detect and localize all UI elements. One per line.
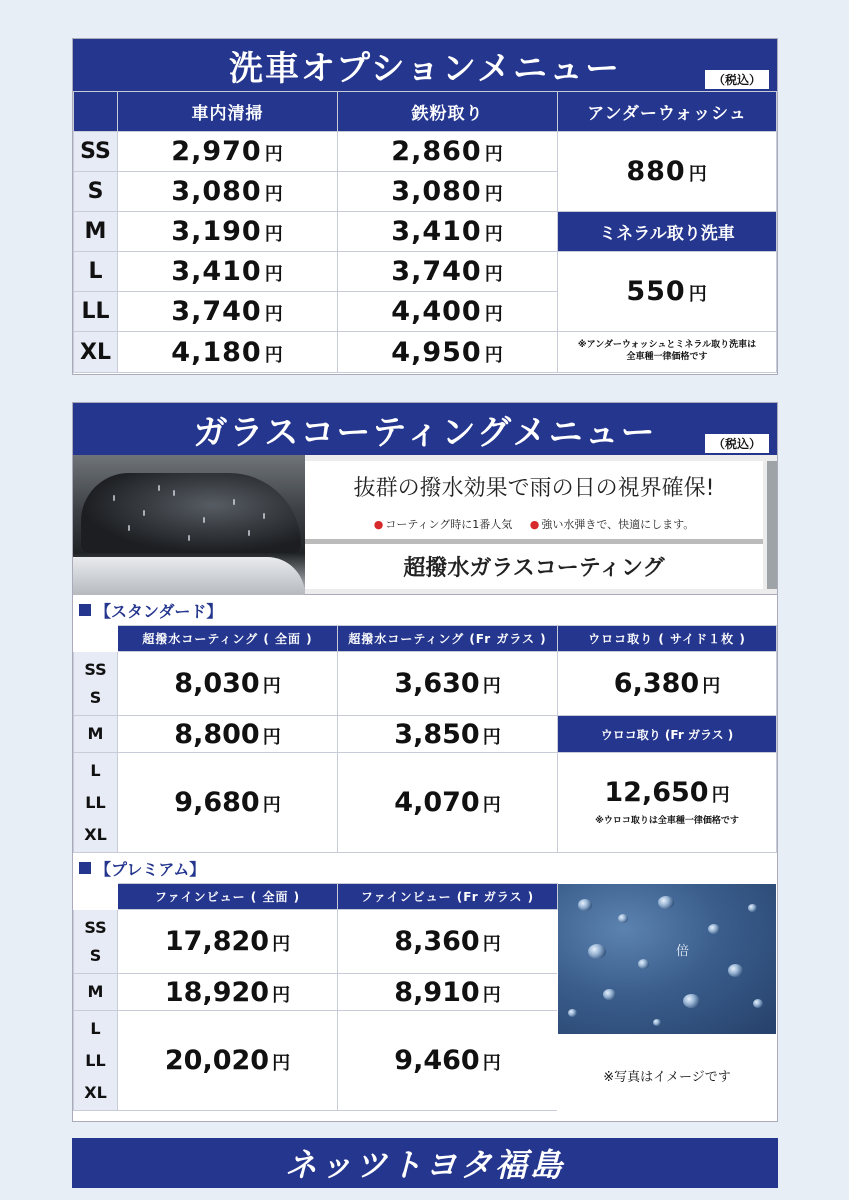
glass-title-bar [73,403,777,455]
banner-points: ● コーティング時に1番人気 ● 強い水弾きで、快適にします。 [373,518,695,531]
water-drops-image [558,884,776,1034]
size-label: SS S [74,652,118,716]
uroko-note: ※ウロコ取りは全車種一律価格です [595,816,739,827]
price-cell: 18,920 円 [118,974,338,1011]
price-cell: 3,630 円 [338,652,558,716]
under-wash-price: 880 円 [558,132,777,212]
price-cell: 9,460 円 [338,1011,558,1111]
price-cell: 3,740 円 [118,292,338,332]
wash-title: 洗車オプションメニュー [229,48,621,89]
standard-price-table [73,625,777,853]
standard-section-label: 【スタンダード】 [73,595,777,625]
banner-text-area [305,455,777,594]
uroko-side-price: 6,380 円 [558,652,777,716]
price-cell: 4,180 円 [118,332,338,373]
uroko-fr-header: ウロコ取り (Fr ガラス ) [558,716,777,753]
size-label: SS [74,132,118,172]
size-label: SS S [74,910,118,974]
photo-overlay-text: 倍 [676,944,690,959]
mineral-price: 550 円 [558,252,777,332]
price-cell: 9,680 円 [118,753,338,853]
photo-note: ※写真はイメージです [603,1070,731,1085]
prem-header-fr: ファインビュー (Fr ガラス ) [338,884,558,910]
price-cell: 3,740 円 [338,252,558,292]
mineral-header: ミネラル取り洗車 [558,212,777,252]
size-label: LL [74,292,118,332]
car-windshield-image [73,455,305,595]
std-header-fr: 超撥水コーティング (Fr ガラス ) [338,626,558,652]
size-label: M [74,212,118,252]
price-cell: 2,860 円 [338,132,558,172]
price-cell: 8,030 円 [118,652,338,716]
std-corner-cell [74,626,118,652]
price-cell: 4,400 円 [338,292,558,332]
square-bullet-icon [79,604,91,616]
footer-bar [72,1138,778,1188]
price-cell: 3,850 円 [338,716,558,753]
banner-headline: 抜群の撥水効果で雨の日の視界確保! [353,476,715,501]
size-label: L LL XL [74,753,118,853]
wash-corner-cell [74,92,118,132]
glass-tax-label: （税込） [705,434,769,453]
size-label: M [74,974,118,1011]
bullet-icon: ● [373,518,384,531]
price-cell: 17,820 円 [118,910,338,974]
price-cell: 3,080 円 [118,172,338,212]
price-cell: 8,360 円 [338,910,558,974]
square-bullet-icon [79,862,91,874]
wash-option-panel [72,38,778,375]
price-cell: 4,950 円 [338,332,558,373]
uroko-fr-price: 12,650 円 [604,777,730,809]
bullet-icon: ● [529,518,540,531]
price-cell: 8,800 円 [118,716,338,753]
price-cell: 2,970 円 [118,132,338,172]
size-label: S [74,172,118,212]
wash-note: ※アンダーウォッシュとミネラル取り洗車は 全車種一律価格です [558,332,777,373]
coating-banner [73,455,777,595]
size-label: M [74,716,118,753]
size-label: L LL XL [74,1011,118,1111]
uroko-fr-cell [558,753,777,853]
premium-price-table [73,883,777,1111]
wash-title-bar [73,39,777,91]
price-cell: 3,190 円 [118,212,338,252]
price-cell: 3,080 円 [338,172,558,212]
size-label: XL [74,332,118,373]
netz-toyota-logo: ネッツトヨタ福島 [284,1146,565,1184]
price-cell: 3,410 円 [118,252,338,292]
glass-coating-panel [72,402,778,1122]
wash-tax-label: （税込） [705,70,769,89]
price-cell: 3,410 円 [338,212,558,252]
price-cell: 8,910 円 [338,974,558,1011]
std-header-uroko-side: ウロコ取り ( サイド１枚 ) [558,626,777,652]
prem-header-full: ファインビュー ( 全面 ) [118,884,338,910]
std-header-full: 超撥水コーティング ( 全面 ) [118,626,338,652]
prem-corner-cell [74,884,118,910]
banner-product-name: 超撥水ガラスコーティング [403,556,665,581]
wash-header-under: アンダーウォッシュ [558,92,777,132]
wash-price-table [73,91,777,373]
wash-header-iron: 鉄粉取り [338,92,558,132]
premium-photo-cell [558,884,777,1111]
glass-title: ガラスコーティングメニュー [193,412,657,453]
premium-section-label: 【プレミアム】 [73,853,777,883]
size-label: L [74,252,118,292]
price-cell: 20,020 円 [118,1011,338,1111]
price-cell: 4,070 円 [338,753,558,853]
wash-header-interior: 車内清掃 [118,92,338,132]
